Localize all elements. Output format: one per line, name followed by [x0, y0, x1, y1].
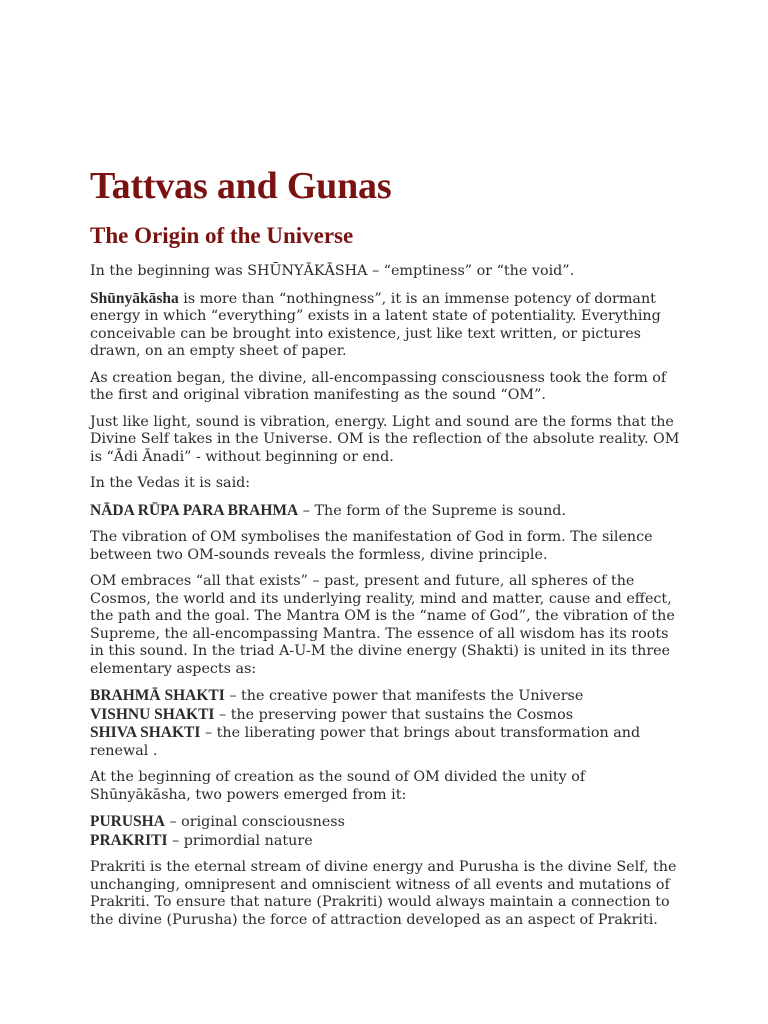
paragraph-shunyakasha-intro: In the beginning was SHŪNYĀKĀSHA – “emptiness” or “the void”. — [90, 263, 575, 279]
paragraph-two-powers: At the beginning of creation as the sound of OM divided the unity of Shūnyākāsha, two powers emerged from it: — [90, 769, 586, 803]
paragraph-creation-om: As creation began, the divine, all-encompassing consciousness took the form of the first and original vibration manifesting as the sound “OM”. — [90, 369, 667, 403]
paragraph-vedas: In the Vedas it is said: — [90, 475, 251, 491]
powers-list — [90, 813, 680, 850]
document-body — [90, 163, 680, 929]
list-item-purusha — [90, 813, 680, 832]
paragraph-prakriti-purusha: Prakriti is the eternal stream of divine energy and Purusha is the divine Self, the unchanging, omnipresent and omniscient witness of all events and mutations of Prakriti. To ensure that nature (Prakriti) would always maintain a connection to the divine (Purusha) the force of attraction developed as an aspect of Prakriti. — [90, 859, 677, 928]
term-purusha: PURUSHA — [90, 813, 165, 830]
term-shiva-shakti: SHIVA SHAKTI — [90, 724, 201, 741]
list-item-text: – the creative power that manifests the Universe — [224, 688, 584, 704]
section-heading: The Origin of the Universe — [90, 223, 354, 248]
list-item-text: – the preserving power that sustains the Cosmos — [214, 706, 574, 723]
paragraph-om-embraces: OM embraces “all that exists” – past, present and future, all spheres of the Cosmos, the world and its underlying reality, mind and matter, cause and effect, the path and the goal. The Mantra OM is the “name of God”, the vibration of the Supreme, the all-encompassing Mantra. The essence of all wisdom has its roots in this sound. In the triad A-U-M the divine energy (Shakti) is united in its three elementary aspects as: — [90, 573, 675, 677]
list-item-shiva-shakti — [90, 724, 680, 760]
term-nada-rupa: NĀDA RŪPA PARA BRAHMA — [90, 501, 299, 519]
paragraph-text: – The form of the Supreme is sound. — [298, 502, 566, 519]
paragraph-shunyakasha-definition — [90, 290, 680, 361]
paragraph-om-vibration: The vibration of OM symbolises the manifestation of God in form. The silence between two OM-sounds reveals the formless, divine principle. — [90, 529, 653, 563]
shakti-list — [90, 687, 680, 760]
term-vishnu-shakti: VISHNU SHAKTI — [90, 705, 215, 723]
paragraph-text: is more than “nothingness”, it is an immense potency of dormant energy in which “everything” exists in a latent state of potentiality. Everything conceivable can be brought into existence, just like text written, or pictures drawn, on an empty sheet of paper. — [90, 290, 661, 359]
paragraph-light-sound: Just like light, sound is vibration, energy. Light and sound are the forms that the Divine Self takes in the Universe. OM is the reflection of the absolute reality. OM is “Ādi Ānadi” - without beginning or end. — [90, 413, 680, 465]
paragraph-nada-rupa — [90, 502, 680, 521]
list-item-vishnu-shakti — [90, 706, 680, 725]
term-prakriti: PRAKRITI — [90, 831, 168, 849]
list-item-text: – primordial nature — [167, 832, 313, 849]
list-item-text: – original consciousness — [164, 814, 345, 830]
term-brahma-shakti: BRAHMĀ SHAKTI — [90, 687, 225, 704]
list-item-brahma-shakti — [90, 687, 680, 706]
list-item-prakriti — [90, 832, 680, 851]
term-shunyakasha: Shūnyākāsha — [90, 289, 179, 307]
page-title: Tattvas and Gunas — [90, 165, 392, 207]
list-item-text: – the liberating power that brings about transformation and renewal . — [90, 725, 641, 759]
